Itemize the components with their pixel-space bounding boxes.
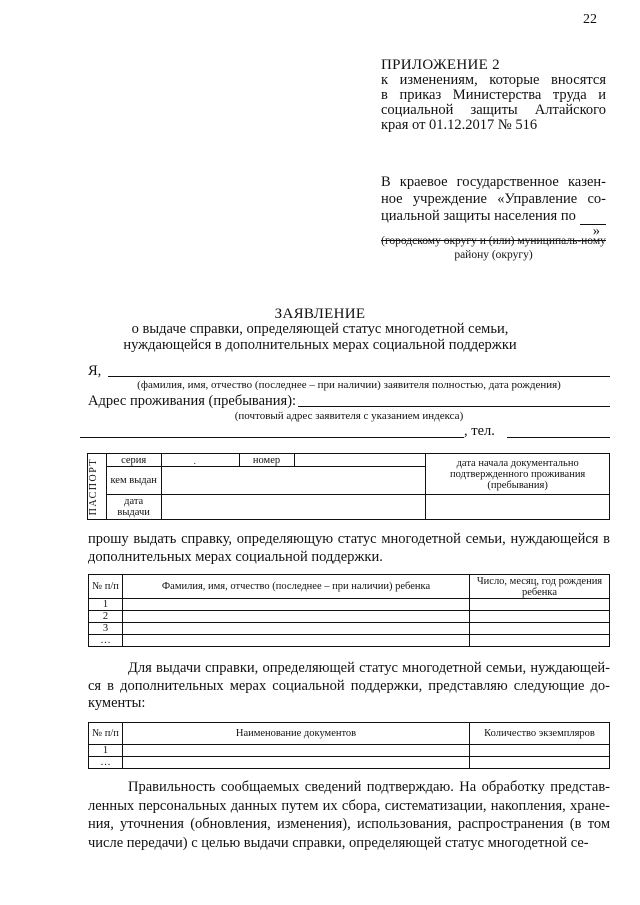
- addressee-line: ное учреждение «Управление со-: [381, 191, 606, 207]
- documents-text: Для выдачи справки, определяющей статус многодетной семьи, нуждающей-ся в дополнительных мерах социальной поддержки, представляю следующие до-кументы:: [88, 660, 610, 711]
- child-name-cell[interactable]: [123, 611, 470, 623]
- children-header-name: Фамилия, имя, отчество (последнее – при наличии) ребенка: [123, 575, 470, 599]
- address-label: Адрес проживания (пребывания):: [88, 393, 297, 409]
- table-row-num: 3: [89, 623, 123, 635]
- child-date-cell[interactable]: [470, 599, 610, 611]
- appendix-line: в приказ Министерства труда и: [381, 87, 606, 103]
- appendix-line: к изменениям, которые вносятся: [381, 72, 606, 88]
- series-value[interactable]: .: [161, 454, 239, 467]
- number-label: номер: [239, 454, 294, 467]
- document-name-cell[interactable]: [123, 745, 470, 757]
- child-date-cell[interactable]: [470, 635, 610, 647]
- document-title: ЗАЯВЛЕНИЕ: [274, 306, 366, 322]
- phone-label: , тел.: [464, 423, 495, 439]
- residence-start-value[interactable]: [426, 495, 610, 520]
- appendix-block: [381, 58, 606, 133]
- document-count-cell[interactable]: [470, 745, 610, 757]
- documents-header-count: Количество экземпляров: [470, 723, 610, 745]
- passport-table: [87, 453, 610, 520]
- issued-by-value[interactable]: [161, 467, 426, 495]
- series-label: серия: [106, 454, 161, 467]
- request-text: прошу выдать справку, определяющую статус многодетной семьи, нуждающейся в дополнительных мерах социальной поддержки.: [88, 531, 610, 565]
- appendix-line: социальной защиты Алтайского: [381, 102, 606, 118]
- number-value[interactable]: [294, 454, 426, 467]
- document-name-cell[interactable]: [123, 757, 470, 769]
- addressee-block: [381, 174, 606, 241]
- document-subtitle: нуждающейся в дополнительных мерах социальной поддержки: [123, 337, 517, 353]
- document-subtitle: о выдаче справки, определяющей статус многодетной семьи,: [131, 321, 509, 337]
- page-number: 22: [583, 12, 597, 27]
- document-count-cell[interactable]: [470, 757, 610, 769]
- name-note: (фамилия, имя, отчество (последнее – при наличии) заявителя полностью, дата рождения): [137, 379, 561, 391]
- table-row-num: 2: [89, 611, 123, 623]
- phone-field[interactable]: [507, 437, 610, 438]
- documents-header-name: Наименование документов: [123, 723, 470, 745]
- children-header-num: № п/п: [89, 575, 123, 599]
- closing-quote: »: [592, 223, 600, 239]
- name-field[interactable]: [108, 376, 610, 377]
- child-date-cell[interactable]: [470, 623, 610, 635]
- table-row-num: 1: [89, 599, 123, 611]
- appendix-line: края от 01.12.2017 № 516: [381, 117, 538, 133]
- child-name-cell[interactable]: [123, 635, 470, 647]
- address-field-2[interactable]: [80, 437, 464, 438]
- addressee-line: циальной защиты населения по: [381, 208, 576, 224]
- i-label: Я,: [88, 363, 102, 379]
- residence-start-label: дата начала документально подтвержденного проживания (пребывания): [426, 454, 610, 495]
- children-header-date: Число, месяц, год рождения ребенка: [470, 575, 610, 599]
- table-row-num: …: [89, 635, 123, 647]
- table-row-num: 1: [89, 745, 123, 757]
- passport-vertical-cell: [88, 454, 107, 520]
- documents-header-num: № п/п: [89, 723, 123, 745]
- child-date-cell[interactable]: [470, 611, 610, 623]
- address-field[interactable]: [298, 406, 610, 407]
- children-table: [88, 574, 610, 647]
- child-name-cell[interactable]: [123, 623, 470, 635]
- table-row-num: …: [89, 757, 123, 769]
- appendix-title: ПРИЛОЖЕНИЕ 2: [381, 57, 500, 73]
- issue-date-label: дата выдачи: [106, 495, 161, 520]
- passport-vertical-label: ПАСПОРТ: [88, 457, 99, 516]
- issue-date-value[interactable]: [161, 495, 426, 520]
- child-name-cell[interactable]: [123, 599, 470, 611]
- issued-by-label: кем выдан: [106, 467, 161, 495]
- consent-text: Правильность сообщаемых сведений подтверждаю. На обработку представ-ленных персональных данных путем их сбора, систематизации, накопления, хране-ния, уточнения (обновления, изменения), использования, распространения (в том числе передачи) с целью выдачи справки, определяющей статус многодетной се-: [88, 779, 610, 851]
- addressee-line: В краевое государственное казен-: [381, 174, 606, 190]
- documents-table: [88, 722, 610, 769]
- address-note: (почтовый адрес заявителя с указанием индекса): [234, 410, 464, 422]
- addressee-note: (городскому округу и (или) муниципаль-ному району (округу): [381, 235, 606, 261]
